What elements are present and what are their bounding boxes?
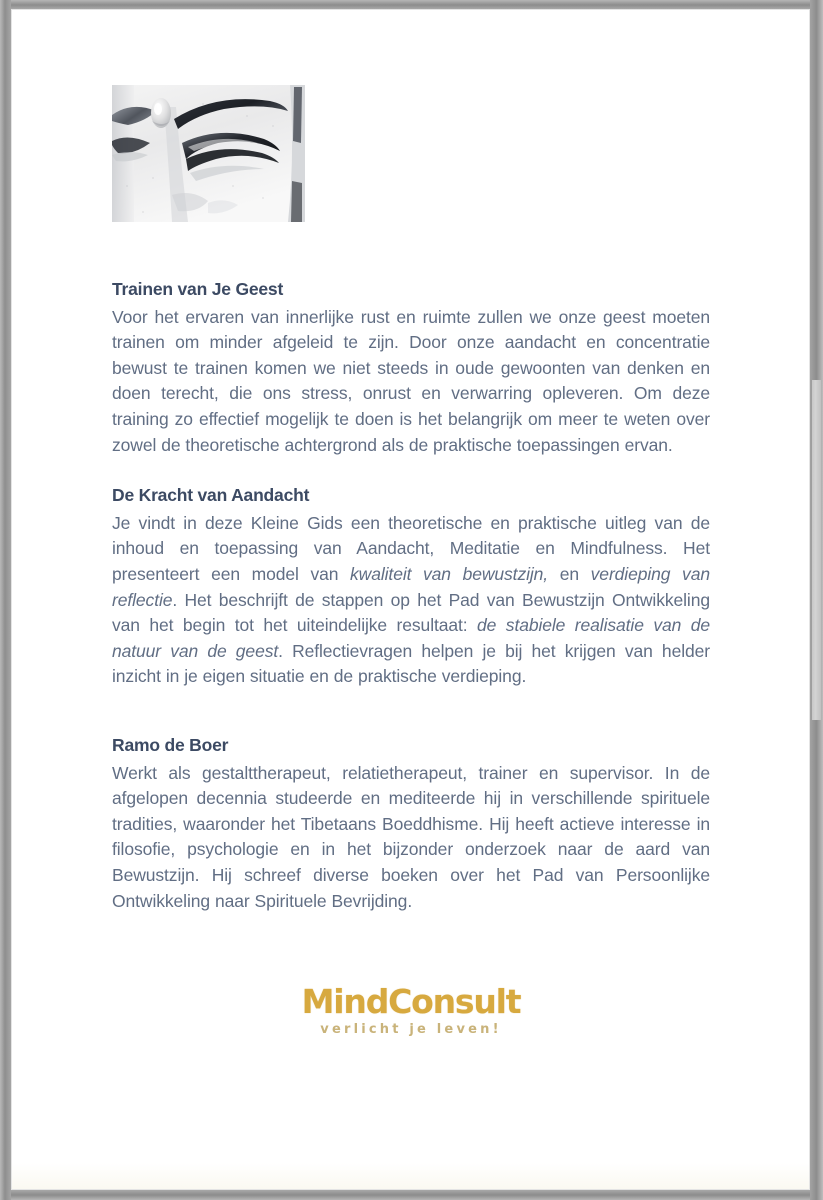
buddha-closed-eyes-photo xyxy=(112,85,305,222)
right-edge-band xyxy=(812,380,821,720)
section-paragraph: Je vindt in deze Kleine Gids een theoretische en praktische uitleg van de inhoud en toepassing van Aandacht, Meditatie en Mindfulness. Het presenteert een model van kwaliteit van bewustzijn, en verdieping van reflectie. Het beschrijft de stappen op het Pad van Bewustzijn Ontwikkeling van het begin tot het uiteindelijke resultaat: de stabiele realisatie van de natuur van de geest. Reflectievragen helpen je bij het krijgen van helder inzicht in je eigen situatie en de praktische verdieping. xyxy=(112,512,710,687)
page-frame-left xyxy=(0,0,11,1200)
publisher-logo xyxy=(112,982,710,1037)
section-paragraph: Werkt als gestalttherapeut, relatietherapeut, trainer en supervisor. In de afgelopen decennia studeerde en mediteerde hij in verschillende spirituele tradities, waaronder het Tibetaans Boeddhisme. Hij heeft actieve interesse in filosofie, psychologie en in het bijzonder onderzoek naar de aard van Bewustzijn. Hij schreef diverse boeken over het Pad van Persoonlijke Ontwikkeling naar Spirituele Bevrijding. xyxy=(112,762,710,911)
page-frame-right xyxy=(810,0,823,1200)
section-heading: De Kracht van Aandacht xyxy=(112,485,310,506)
section-de-kracht-van-aandacht xyxy=(112,484,710,690)
section-paragraph: Voor het ervaren van innerlijke rust en ruimte zullen we onze geest moeten trainen om minder afgeleid te zijn. Door onze aandacht en concentratie bewust te trainen komen we niet steeds in oude gewoonten van denken en doen terecht, die ons stress, onrust en verwarring opleveren. Om deze training zo effectief mogelijk te doen is het belangrijk om meer te weten over zowel de theoretische achtergrond als de praktische toepassingen ervan. xyxy=(112,306,710,455)
section-ramo-de-boer xyxy=(112,734,710,914)
page-frame-bottom xyxy=(0,1190,823,1200)
page-frame-top xyxy=(0,0,823,9)
section-heading: Ramo de Boer xyxy=(112,734,229,755)
publisher-logo-wordmark: MindConsult xyxy=(301,982,521,1021)
section-heading: Trainen van Je Geest xyxy=(112,279,284,299)
paper-bottom-tint xyxy=(12,1163,809,1189)
section-trainen-van-je-geest xyxy=(112,278,710,458)
cover-content xyxy=(112,85,710,1037)
publisher-logo-tagline: verlicht je leven! xyxy=(320,1022,502,1037)
